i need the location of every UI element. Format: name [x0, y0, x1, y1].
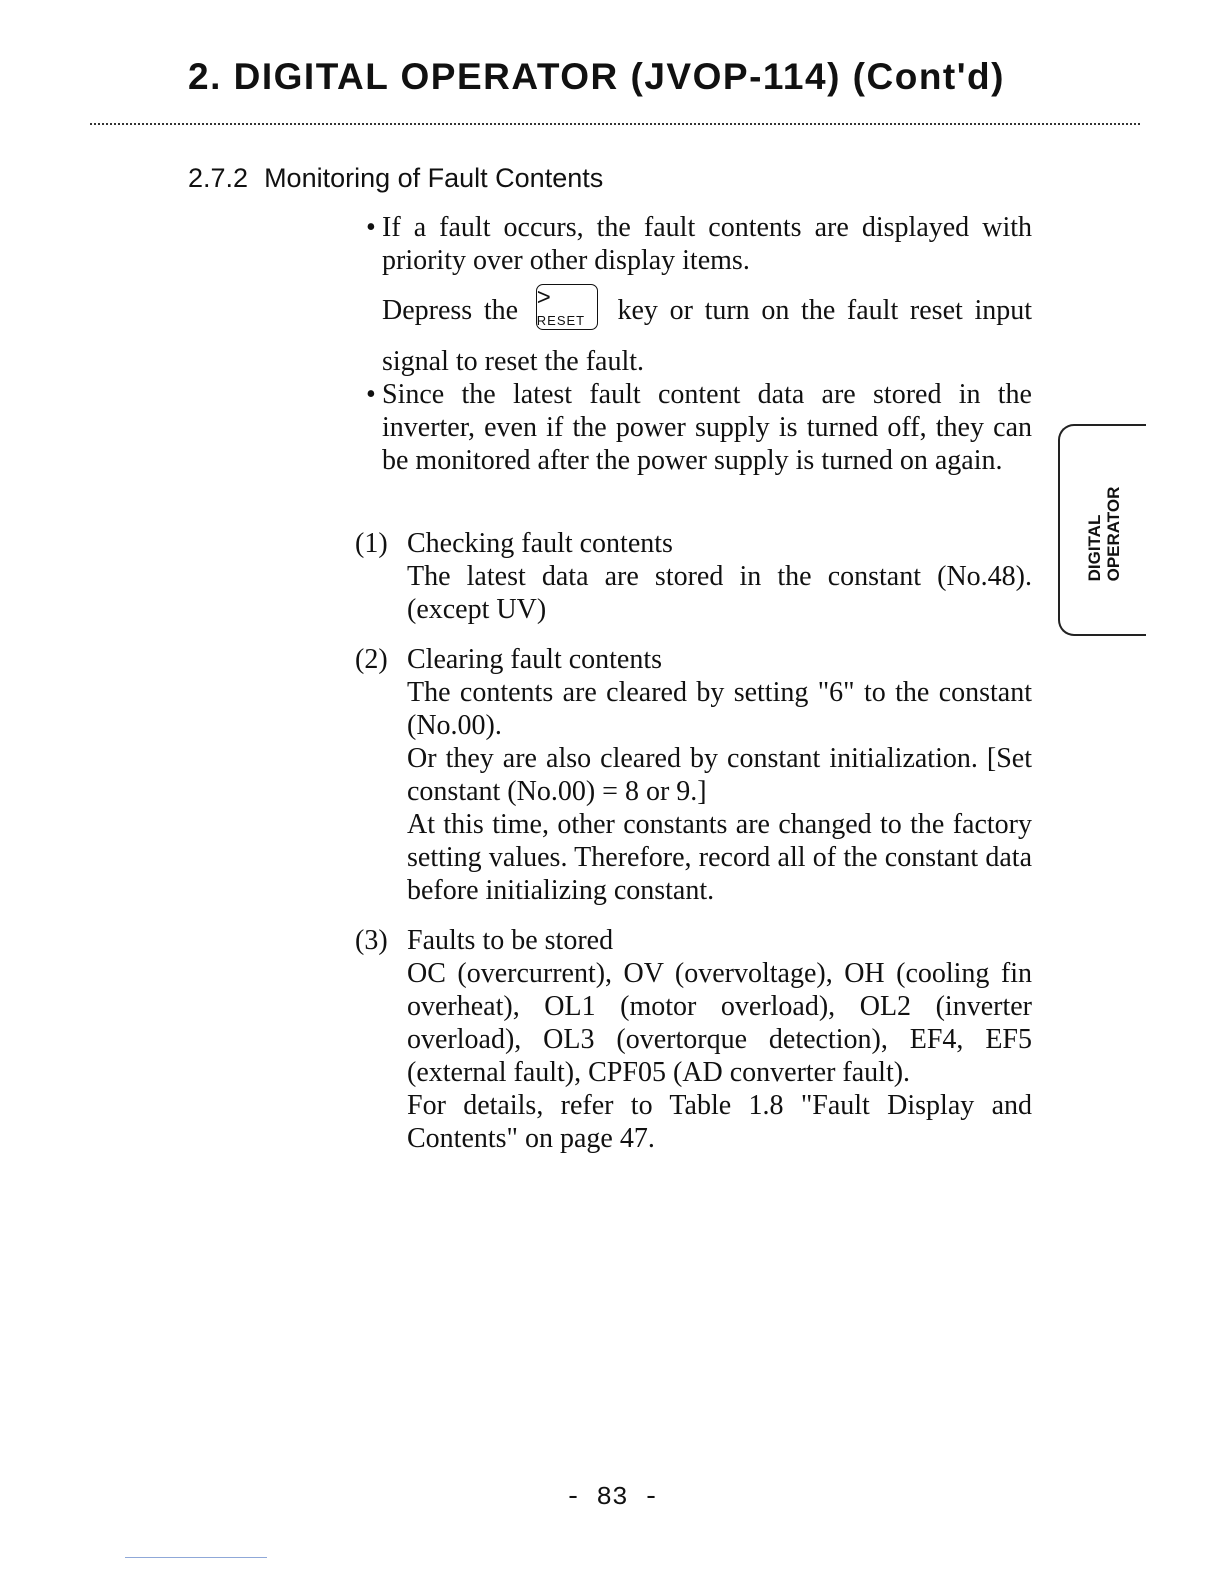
footer-rule [125, 1557, 267, 1558]
reset-key-label: RESET [536, 312, 586, 328]
bullet-mark: • [366, 212, 376, 243]
page-header-title: 2. DIGITAL OPERATOR (JVOP-114) (Cont'd) [188, 56, 1005, 97]
page-number: - 83 - [565, 1482, 659, 1512]
section-heading [188, 163, 603, 194]
depress-reset-line [382, 283, 1033, 330]
section-number: 2.7.2 [188, 163, 249, 193]
bullet-fault-stored [366, 378, 1032, 477]
list-item-faults-stored [355, 924, 1032, 1155]
bullet-fault-priority [366, 211, 1032, 277]
side-tab-label [1085, 487, 1123, 582]
item-number: (3) [355, 925, 388, 956]
item-paragraph: Or they are also cleared by constant initialization. [Set constant (No.00) = 8 or 9.] [407, 743, 1032, 807]
side-tab-line2: OPERATOR [1104, 486, 1123, 582]
item-title: Checking fault contents [407, 528, 673, 559]
item-title: Faults to be stored [407, 925, 614, 956]
item-paragraph: The latest data are stored in the constant (No.48). (except UV) [407, 561, 1032, 625]
item-number: (1) [355, 528, 388, 559]
bullet-mark: • [366, 379, 376, 410]
item-paragraph: OC (overcurrent), OV (overvoltage), OH (cooling fin overheat), OL1 (motor overload), OL2 (inverter overload), OL3 (overtorque detection), EF4, EF5 (external fault), CPF05 (AD converter fault). [407, 958, 1032, 1088]
header-divider [90, 123, 1140, 125]
list-item-checking [355, 527, 1032, 626]
bullet-text: If a fault occurs, the fault contents are displayed with priority over other display items. [382, 212, 1032, 276]
depress-text-after: key or turn on the fault reset input [617, 295, 1033, 326]
reset-key-icon [536, 284, 598, 330]
list-item-clearing [355, 643, 1032, 907]
reset-key-arrow: > [536, 283, 551, 311]
bullet-text: Since the latest fault content data are stored in the inverter, even if the power supply is turned off, they can be monitored after the power supply is turned on again. [382, 379, 1032, 476]
section-side-tab [1058, 424, 1146, 636]
side-tab-line1: DIGITAL [1085, 514, 1104, 582]
depress-continuation: signal to reset the fault. [382, 346, 645, 377]
depress-text-before: Depress the [382, 295, 519, 326]
item-title: Clearing fault contents [407, 644, 663, 675]
item-paragraph: For details, refer to Table 1.8 "Fault Display and Contents" on page 47. [407, 1090, 1032, 1154]
item-paragraph: At this time, other constants are changed to the factory setting values. Therefore, record all of the constant data before initializing constant. [407, 809, 1032, 906]
item-paragraph: The contents are cleared by setting "6" to the constant (No.00). [407, 677, 1032, 741]
item-number: (2) [355, 644, 388, 675]
section-title: Monitoring of Fault Contents [264, 163, 604, 193]
